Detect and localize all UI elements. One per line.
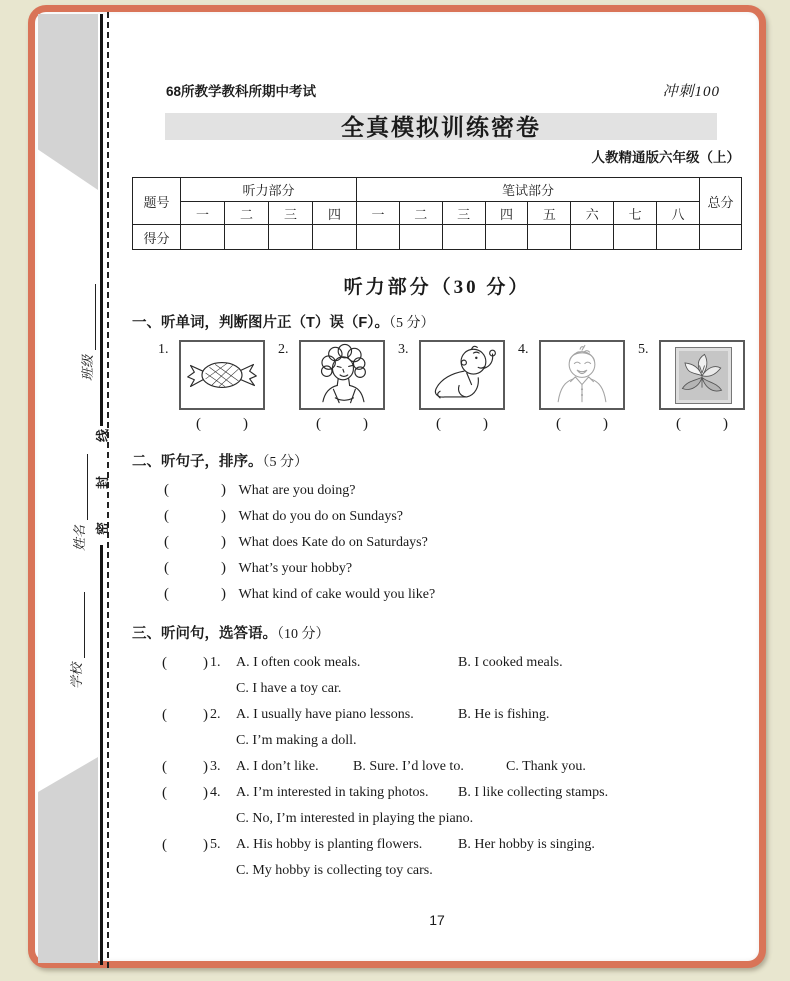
answer-bracket xyxy=(162,650,208,676)
bracket-open: ( xyxy=(436,416,441,432)
col-head: 三 xyxy=(442,202,485,225)
picture-item xyxy=(158,340,265,433)
question-item xyxy=(132,702,742,728)
answer-bracket xyxy=(436,416,488,433)
page-number: 17 xyxy=(429,912,445,928)
col-head: 一 xyxy=(357,202,400,225)
col-head: 五 xyxy=(528,202,571,225)
bracket-close: ) xyxy=(221,560,226,576)
part1-score: （5 分） xyxy=(388,316,435,331)
sentence-item xyxy=(132,529,742,555)
option-c: C. I’m making a doll. xyxy=(236,733,357,748)
col-head: 二 xyxy=(399,202,442,225)
sentence-item xyxy=(132,555,742,581)
bracket-open: ( xyxy=(164,586,169,602)
flower-illustration xyxy=(679,351,725,397)
answer-bracket xyxy=(196,416,248,433)
score-cell xyxy=(357,225,400,250)
score-table-corner: 题号 xyxy=(133,178,181,225)
picture-item xyxy=(518,340,625,433)
series-title: 68所教学教科所期中考试 xyxy=(166,84,317,99)
name-blank-line xyxy=(72,454,88,520)
option-c-row xyxy=(236,806,742,832)
option-c-row xyxy=(236,858,742,884)
col-head: 八 xyxy=(657,202,700,225)
bracket-close: ) xyxy=(243,416,248,432)
col-head: 六 xyxy=(571,202,614,225)
written-part-header: 笔试部分 xyxy=(357,178,700,202)
part2-heading-text: 二、听句子，排序。 xyxy=(132,454,263,470)
page-header xyxy=(132,80,742,98)
score-cell xyxy=(614,225,657,250)
total-score-header: 总分 xyxy=(700,178,742,225)
option-a: A. His hobby is planting flowers. xyxy=(236,837,423,852)
flower-picture xyxy=(659,340,745,410)
bracket-close: ) xyxy=(221,482,226,498)
school-label: 学校 xyxy=(69,662,84,689)
question-number: 1. xyxy=(210,655,221,670)
score-cell xyxy=(442,225,485,250)
col-head: 三 xyxy=(269,202,313,225)
sentence-text: What’s your hobby? xyxy=(238,561,353,576)
part1-pictures-row xyxy=(158,340,742,433)
part3-score: （10 分） xyxy=(277,627,330,642)
seal-line-text xyxy=(88,426,115,538)
bracket-open: ( xyxy=(196,416,201,432)
score-cell xyxy=(700,225,742,250)
question-number: 5. xyxy=(210,837,221,852)
question-number: 2. xyxy=(210,707,221,722)
option-b: B. I cooked meals. xyxy=(458,655,563,670)
sentence-text: What are you doing? xyxy=(238,483,356,498)
option-c: C. Thank you. xyxy=(506,759,586,774)
candy-picture xyxy=(179,340,265,410)
score-cell xyxy=(181,225,225,250)
name-label: 姓名 xyxy=(72,524,87,551)
score-cell xyxy=(399,225,442,250)
part2-heading xyxy=(132,450,742,470)
name-field xyxy=(68,421,88,551)
edition-label: 人教精通版六年级（上） xyxy=(591,150,740,165)
flower-frame xyxy=(675,347,732,404)
baby-picture xyxy=(419,340,505,410)
candy-illustration xyxy=(181,342,263,408)
answer-bracket xyxy=(162,780,208,806)
bracket-close: ) xyxy=(221,508,226,524)
question-item xyxy=(132,832,742,858)
woman-picture xyxy=(299,340,385,410)
bracket-close: ) xyxy=(723,416,728,432)
picture-number: 3. xyxy=(398,342,409,357)
col-head: 四 xyxy=(485,202,528,225)
part1-heading-text: 一、听单词，判断图片正（T）误（F）。 xyxy=(132,315,389,331)
option-c: C. No, I’m interested in playing the piano. xyxy=(236,811,474,826)
picture-number: 1. xyxy=(158,342,169,357)
question-number: 3. xyxy=(210,759,221,774)
sentence-text: What do you do on Sundays? xyxy=(238,509,403,524)
score-cell xyxy=(313,225,357,250)
school-field xyxy=(65,559,85,689)
score-cell xyxy=(225,225,269,250)
part2-score: （5 分） xyxy=(262,455,308,470)
title-highlight-band xyxy=(165,113,717,140)
option-b: B. I like collecting stamps. xyxy=(458,785,609,800)
baby-illustration xyxy=(421,342,503,408)
question-item xyxy=(132,650,742,676)
score-cell xyxy=(269,225,313,250)
sentence-item xyxy=(132,503,742,529)
boy-illustration xyxy=(541,342,623,408)
part3-question-list xyxy=(132,650,742,884)
bracket-open: ( xyxy=(164,482,169,498)
answer-bracket xyxy=(164,581,226,607)
col-head: 二 xyxy=(225,202,269,225)
part3-heading xyxy=(132,622,742,642)
answer-bracket xyxy=(162,832,208,858)
option-a: A. I’m interested in taking photos. xyxy=(236,785,429,800)
bracket-close: ) xyxy=(363,416,368,432)
answer-bracket xyxy=(316,416,368,433)
col-head: 四 xyxy=(313,202,357,225)
bracket-open: ( xyxy=(316,416,321,432)
bracket-close: ) xyxy=(203,655,208,671)
bracket-open: ( xyxy=(162,655,167,671)
sentence-item xyxy=(132,477,742,503)
option-b: B. Sure. I’d love to. xyxy=(353,759,464,774)
score-cell xyxy=(657,225,700,250)
picture-number: 4. xyxy=(518,342,529,357)
option-c-row xyxy=(236,728,742,754)
bracket-open: ( xyxy=(162,837,167,853)
seal-solid-line-top xyxy=(100,14,103,426)
seal-solid-line-bottom xyxy=(100,545,103,965)
answer-bracket xyxy=(164,503,226,529)
bracket-close: ) xyxy=(221,534,226,550)
school-blank-line xyxy=(69,592,85,658)
bracket-open: ( xyxy=(164,560,169,576)
answer-bracket xyxy=(162,754,208,780)
class-blank-line xyxy=(80,284,96,350)
bracket-close: ) xyxy=(603,416,608,432)
part3-heading-text: 三、听问句，选答语。 xyxy=(132,626,277,642)
sentence-text: What kind of cake would you like? xyxy=(238,587,436,602)
option-a: A. I usually have piano lessons. xyxy=(236,707,414,722)
bracket-close: ) xyxy=(203,759,208,775)
option-b: B. He is fishing. xyxy=(458,707,550,722)
answer-bracket xyxy=(164,477,226,503)
answer-bracket xyxy=(164,529,226,555)
picture-number: 5. xyxy=(638,342,649,357)
class-label: 班级 xyxy=(80,354,95,381)
picture-item xyxy=(638,340,745,433)
option-b: B. Her hobby is singing. xyxy=(458,837,595,852)
boy-picture xyxy=(539,340,625,410)
brand-logo-text: 冲刺100 xyxy=(662,84,720,100)
option-c: C. My hobby is collecting toy cars. xyxy=(236,863,433,878)
score-cell xyxy=(528,225,571,250)
part2-sentence-list xyxy=(132,477,742,607)
exam-page-content xyxy=(132,70,742,928)
corner-fold-bottom xyxy=(38,757,98,963)
part1-heading xyxy=(132,311,742,331)
listening-section-title: 听力部分（30 分） xyxy=(343,277,531,298)
bracket-open: ( xyxy=(162,759,167,775)
bracket-close: ) xyxy=(203,707,208,723)
col-head: 七 xyxy=(614,202,657,225)
question-item xyxy=(132,780,742,806)
picture-number: 2. xyxy=(278,342,289,357)
bracket-open: ( xyxy=(162,707,167,723)
picture-item xyxy=(278,340,385,433)
option-c-row xyxy=(236,676,742,702)
bracket-open: ( xyxy=(676,416,681,432)
option-a: A. I don’t like. xyxy=(236,759,319,774)
bracket-close: ) xyxy=(203,837,208,853)
bracket-close: ) xyxy=(221,586,226,602)
option-c: C. I have a toy car. xyxy=(236,681,342,696)
listening-part-header: 听力部分 xyxy=(181,178,357,202)
bracket-open: ( xyxy=(164,508,169,524)
answer-bracket xyxy=(164,555,226,581)
score-table xyxy=(132,177,742,250)
bracket-close: ) xyxy=(483,416,488,432)
picture-item xyxy=(398,340,505,433)
question-item xyxy=(132,754,742,780)
sentence-text: What does Kate do on Saturdays? xyxy=(238,535,428,550)
page-title: 全真模拟训练密卷 xyxy=(341,113,541,140)
answer-bracket xyxy=(556,416,608,433)
question-number: 4. xyxy=(210,785,221,800)
woman-illustration xyxy=(301,342,383,408)
bracket-close: ) xyxy=(203,785,208,801)
seal-char: 线 xyxy=(94,428,110,443)
bracket-open: ( xyxy=(556,416,561,432)
bracket-open: ( xyxy=(164,534,169,550)
option-a: A. I often cook meals. xyxy=(236,655,361,670)
class-field xyxy=(76,251,96,381)
score-cell xyxy=(485,225,528,250)
col-head: 一 xyxy=(181,202,225,225)
answer-bracket xyxy=(676,416,728,433)
score-row-label: 得分 xyxy=(133,225,181,250)
answer-bracket xyxy=(162,702,208,728)
sentence-item xyxy=(132,581,742,607)
score-cell xyxy=(571,225,614,250)
seal-char: 封 xyxy=(94,475,110,489)
bracket-open: ( xyxy=(162,785,167,801)
seal-char: 密 xyxy=(94,521,110,536)
